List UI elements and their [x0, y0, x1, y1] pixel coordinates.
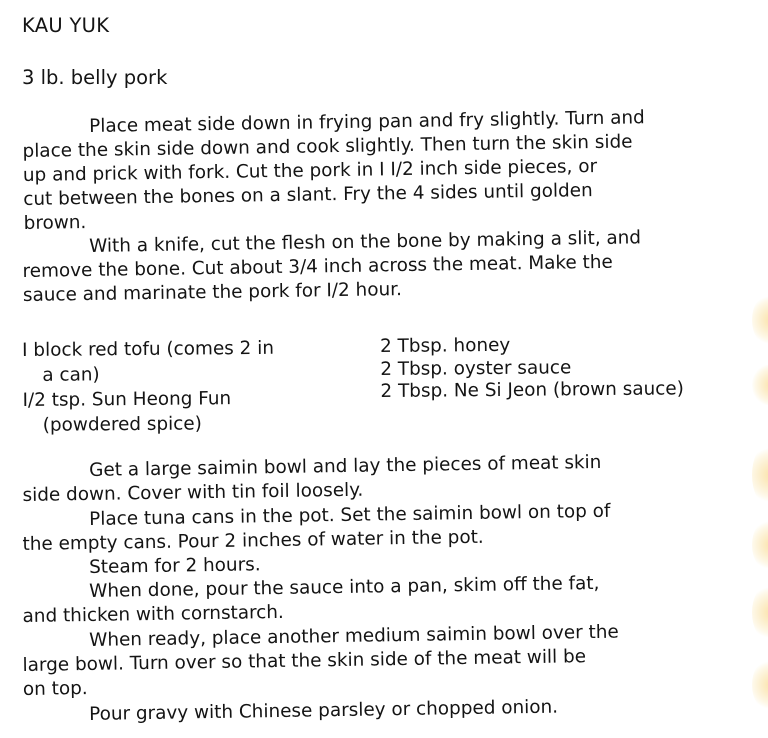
- paragraph-line: When ready, place another medium saimin bowl over the: [89, 621, 619, 651]
- intro-paragraph-1: [22, 105, 746, 236]
- paragraph-line: sauce and marinate the pork for I/2 hour.: [22, 279, 403, 306]
- paragraph-line: the empty cans. Pour 2 inches of water in the pot.: [22, 526, 484, 555]
- paragraph-line: Place tuna cans in the pot. Set the saimin bowl on top of: [89, 500, 611, 530]
- paragraph-line: remove the bone. Cut about 3/4 inch across the meat. Make the: [22, 251, 613, 282]
- ingredient-item: I/2 tsp. Sun Heong Fun: [22, 388, 232, 411]
- paper-stain: [752, 660, 768, 710]
- ingredient-item: 2 Tbsp. oyster sauce: [380, 356, 572, 380]
- paragraph-line: on top.: [22, 677, 88, 700]
- step-5: [22, 619, 745, 702]
- sauce-ingredients-left: [22, 336, 275, 438]
- paper-stain: [752, 520, 768, 570]
- ingredient-item-continued: (powdered spice): [42, 413, 202, 436]
- paragraph-line: Get a large saimin bowl and lay the pieces of meat skin: [89, 451, 602, 481]
- paragraph-line: brown.: [23, 212, 87, 234]
- paragraph-line: Steam for 2 hours.: [89, 554, 261, 578]
- recipe-title: KAU YUK: [22, 14, 110, 37]
- sauce-ingredients-right: [380, 333, 684, 403]
- paragraph-line: cut between the bones on a slant. Fry the 4 sides until golden: [23, 180, 593, 210]
- paragraph-line: With a knife, cut the flesh on the bone by making a slit, and: [89, 227, 642, 257]
- paragraph-line: When done, pour the sauce into a pan, skim off the fat,: [89, 572, 600, 602]
- ingredient-item: I block red tofu (comes 2 in: [22, 337, 275, 361]
- paragraph-line: side down. Cover with tin foil loosely.: [22, 479, 364, 506]
- paragraph-line: and thicken with cornstarch.: [22, 601, 284, 627]
- paragraph-line: Pour gravy with Chinese parsley or chopped onion.: [89, 696, 559, 725]
- intro-paragraph-2: [22, 225, 745, 308]
- ingredient-item: 2 Tbsp. honey: [380, 334, 511, 357]
- paper-stain: [752, 365, 768, 405]
- ingredient-item: 2 Tbsp. Ne Si Jeon (brown sauce): [380, 378, 684, 402]
- paper-stain: [752, 445, 768, 505]
- paper-stain: [752, 585, 768, 640]
- paragraph-line: up and prick with fork. Cut the pork in I I/2 inch side pieces, or: [22, 155, 598, 186]
- paragraph-line: large bowl. Turn over so that the skin side of the meat will be: [22, 646, 587, 676]
- main-ingredient: 3 lb. belly pork: [22, 66, 168, 89]
- paper-stain: [752, 295, 768, 345]
- paragraph-line: place the skin side down and cook slightly. Then turn the skin side: [22, 131, 633, 162]
- paragraph-line: Place meat side down in frying pan and fry slightly. Turn and: [89, 107, 645, 137]
- ingredient-item-continued: a can): [42, 364, 100, 386]
